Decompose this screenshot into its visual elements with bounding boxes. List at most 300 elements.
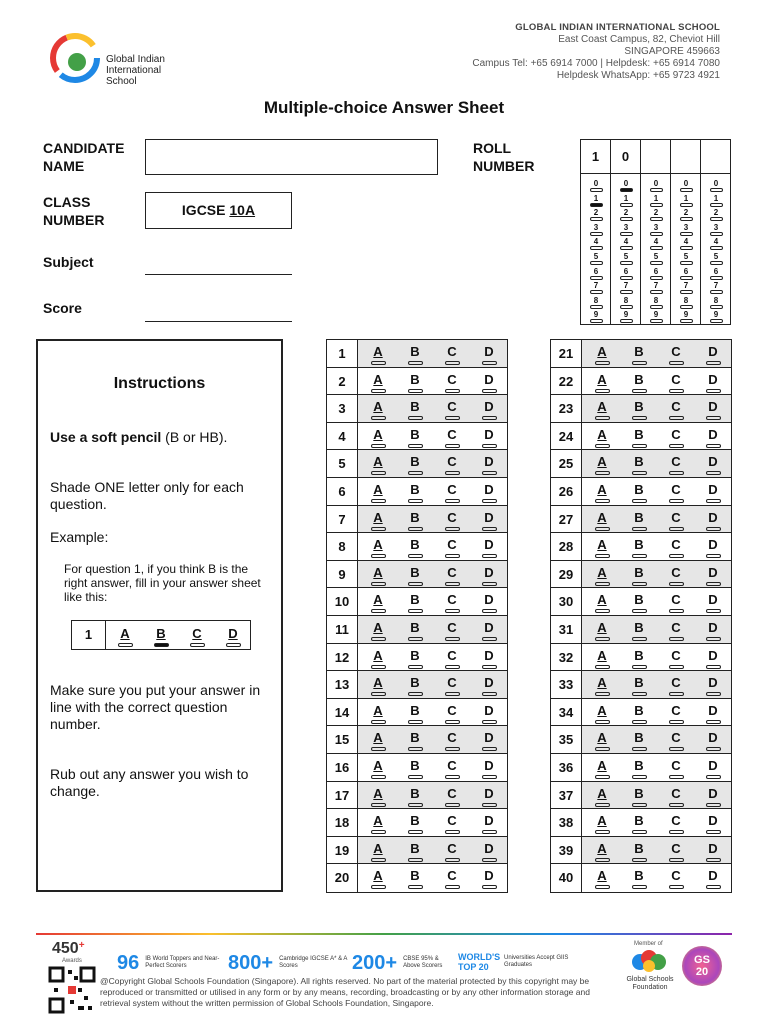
roll-bubble-0[interactable]	[611, 179, 641, 192]
roll-bubble-mark[interactable]	[650, 290, 663, 294]
roll-bubble-mark[interactable]	[620, 290, 633, 294]
answer-option-d[interactable]	[480, 841, 498, 862]
answer-option-c[interactable]	[667, 427, 685, 448]
answer-option-d[interactable]	[480, 648, 498, 669]
roll-bubble-mark[interactable]	[590, 232, 603, 236]
answer-option-b[interactable]	[406, 454, 424, 475]
answer-option-b[interactable]	[630, 482, 648, 503]
roll-bubble-mark[interactable]	[620, 276, 633, 280]
answer-option-b[interactable]	[406, 703, 424, 724]
option-bubble[interactable]	[408, 858, 423, 862]
option-bubble[interactable]	[595, 499, 610, 503]
answer-option-b[interactable]	[630, 510, 648, 531]
roll-bubble-mark[interactable]	[590, 217, 603, 221]
option-bubble[interactable]	[371, 747, 386, 751]
option-bubble[interactable]	[595, 582, 610, 586]
option-bubble[interactable]	[706, 389, 721, 393]
option-bubble[interactable]	[408, 692, 423, 696]
answer-option-d[interactable]	[480, 344, 498, 365]
roll-bubble-1[interactable]	[611, 194, 641, 207]
option-bubble[interactable]	[632, 416, 647, 420]
option-bubble[interactable]	[595, 637, 610, 641]
answer-option-a[interactable]	[593, 372, 611, 393]
option-bubble[interactable]	[482, 720, 497, 724]
answer-option-a[interactable]	[593, 758, 611, 779]
answer-option-b[interactable]	[406, 675, 424, 696]
option-bubble[interactable]	[632, 637, 647, 641]
option-bubble[interactable]	[482, 361, 497, 365]
option-bubble[interactable]	[595, 389, 610, 393]
option-bubble[interactable]	[595, 609, 610, 613]
roll-bubble-8[interactable]	[701, 296, 731, 309]
answer-option-c[interactable]	[443, 648, 461, 669]
option-bubble[interactable]	[408, 444, 423, 448]
option-bubble[interactable]	[445, 361, 460, 365]
roll-digit-box[interactable]: 1	[581, 140, 610, 174]
answer-option-b[interactable]	[406, 537, 424, 558]
answer-option-d[interactable]	[704, 786, 722, 807]
option-bubble[interactable]	[669, 858, 684, 862]
option-bubble[interactable]	[632, 499, 647, 503]
answer-option-a[interactable]	[593, 648, 611, 669]
option-bubble[interactable]	[371, 361, 386, 365]
roll-bubble-mark[interactable]	[590, 188, 603, 192]
option-bubble[interactable]	[408, 830, 423, 834]
answer-option-a[interactable]	[369, 482, 387, 503]
roll-digit-box[interactable]	[641, 140, 670, 174]
answer-option-b[interactable]	[630, 841, 648, 862]
answer-option-d[interactable]	[704, 868, 722, 889]
roll-bubble-2[interactable]	[641, 208, 671, 221]
answer-option-b[interactable]	[406, 510, 424, 531]
answer-option-d[interactable]	[480, 510, 498, 531]
roll-bubble-mark[interactable]	[680, 305, 693, 309]
option-bubble[interactable]	[669, 885, 684, 889]
option-bubble[interactable]	[669, 582, 684, 586]
option-bubble[interactable]	[632, 471, 647, 475]
answer-option-c[interactable]	[443, 565, 461, 586]
answer-option-c[interactable]	[443, 786, 461, 807]
answer-option-d[interactable]	[480, 868, 498, 889]
answer-option-d[interactable]	[704, 537, 722, 558]
roll-bubble-mark[interactable]	[590, 261, 603, 265]
answer-option-a[interactable]	[593, 427, 611, 448]
answer-option-d[interactable]	[480, 620, 498, 641]
option-bubble[interactable]	[632, 527, 647, 531]
roll-bubble-3[interactable]	[701, 223, 731, 236]
option-bubble[interactable]	[706, 665, 721, 669]
answer-option-d[interactable]	[704, 427, 722, 448]
answer-option-c[interactable]	[667, 592, 685, 613]
option-bubble[interactable]	[595, 416, 610, 420]
option-bubble[interactable]	[706, 609, 721, 613]
answer-option-d[interactable]	[480, 454, 498, 475]
option-bubble[interactable]	[371, 720, 386, 724]
option-bubble[interactable]	[371, 554, 386, 558]
answer-option-c[interactable]	[443, 841, 461, 862]
answer-option-b[interactable]	[630, 565, 648, 586]
option-bubble[interactable]	[445, 637, 460, 641]
answer-option-d[interactable]	[480, 813, 498, 834]
candidate-name-field[interactable]	[145, 139, 438, 175]
roll-bubble-mark[interactable]	[590, 203, 603, 207]
roll-bubble-mark[interactable]	[680, 276, 693, 280]
option-bubble[interactable]	[408, 665, 423, 669]
answer-option-a[interactable]	[593, 537, 611, 558]
roll-bubble-8[interactable]	[641, 296, 671, 309]
answer-option-c[interactable]	[443, 537, 461, 558]
answer-option-a[interactable]	[593, 344, 611, 365]
option-bubble[interactable]	[595, 720, 610, 724]
option-bubble[interactable]	[595, 830, 610, 834]
answer-option-b[interactable]	[406, 344, 424, 365]
option-bubble[interactable]	[445, 858, 460, 862]
answer-option-d[interactable]	[480, 592, 498, 613]
roll-bubble-1[interactable]	[701, 194, 731, 207]
option-bubble[interactable]	[632, 747, 647, 751]
roll-digit-box[interactable]: 0	[611, 140, 640, 174]
roll-bubble-8[interactable]	[671, 296, 701, 309]
option-bubble[interactable]	[706, 720, 721, 724]
answer-option-b[interactable]	[630, 399, 648, 420]
answer-option-b[interactable]	[630, 620, 648, 641]
option-bubble[interactable]	[445, 554, 460, 558]
answer-option-c[interactable]	[443, 868, 461, 889]
answer-option-b[interactable]	[630, 344, 648, 365]
roll-bubble-1[interactable]	[581, 194, 611, 207]
roll-bubble-2[interactable]	[671, 208, 701, 221]
roll-bubble-mark[interactable]	[710, 188, 723, 192]
option-bubble[interactable]	[632, 361, 647, 365]
option-bubble[interactable]	[445, 582, 460, 586]
option-bubble[interactable]	[595, 692, 610, 696]
option-bubble[interactable]	[371, 389, 386, 393]
answer-option-d[interactable]	[704, 482, 722, 503]
roll-bubble-5[interactable]	[671, 252, 701, 265]
option-bubble[interactable]	[482, 885, 497, 889]
option-bubble[interactable]	[632, 609, 647, 613]
answer-option-d[interactable]	[480, 758, 498, 779]
roll-bubble-mark[interactable]	[650, 246, 663, 250]
option-bubble[interactable]	[371, 444, 386, 448]
answer-option-c[interactable]	[667, 399, 685, 420]
answer-option-c[interactable]	[443, 620, 461, 641]
answer-option-a[interactable]	[593, 620, 611, 641]
answer-option-a[interactable]	[369, 399, 387, 420]
answer-option-a[interactable]	[369, 648, 387, 669]
option-bubble[interactable]	[371, 858, 386, 862]
option-bubble[interactable]	[482, 858, 497, 862]
roll-bubble-4[interactable]	[671, 237, 701, 250]
answer-option-b[interactable]	[630, 868, 648, 889]
answer-option-b[interactable]	[406, 620, 424, 641]
roll-bubble-mark[interactable]	[680, 246, 693, 250]
option-bubble[interactable]	[371, 692, 386, 696]
answer-option-a[interactable]	[593, 786, 611, 807]
answer-option-c[interactable]	[443, 399, 461, 420]
option-bubble[interactable]	[408, 416, 423, 420]
option-bubble[interactable]	[445, 747, 460, 751]
roll-bubble-mark[interactable]	[620, 217, 633, 221]
answer-option-c[interactable]	[667, 675, 685, 696]
answer-option-a[interactable]	[369, 730, 387, 751]
roll-bubble-mark[interactable]	[710, 217, 723, 221]
answer-option-c[interactable]	[667, 537, 685, 558]
answer-option-a[interactable]	[369, 592, 387, 613]
answer-option-b[interactable]	[630, 372, 648, 393]
answer-option-a[interactable]	[369, 703, 387, 724]
option-bubble[interactable]	[669, 471, 684, 475]
roll-bubble-6[interactable]	[671, 267, 701, 280]
option-bubble[interactable]	[408, 361, 423, 365]
roll-bubble-mark[interactable]	[680, 217, 693, 221]
option-bubble[interactable]	[482, 830, 497, 834]
answer-option-d[interactable]	[704, 372, 722, 393]
answer-option-a[interactable]	[369, 620, 387, 641]
option-bubble[interactable]	[706, 830, 721, 834]
roll-bubble-6[interactable]	[701, 267, 731, 280]
option-bubble[interactable]	[371, 637, 386, 641]
roll-bubble-mark[interactable]	[680, 261, 693, 265]
option-bubble[interactable]	[595, 554, 610, 558]
option-bubble[interactable]	[445, 830, 460, 834]
option-bubble[interactable]	[482, 665, 497, 669]
option-bubble[interactable]	[632, 830, 647, 834]
score-field[interactable]	[145, 305, 292, 322]
answer-option-d[interactable]	[704, 454, 722, 475]
answer-option-d[interactable]	[480, 482, 498, 503]
option-bubble[interactable]	[669, 665, 684, 669]
option-bubble[interactable]	[482, 692, 497, 696]
option-bubble[interactable]	[408, 609, 423, 613]
option-bubble[interactable]	[706, 858, 721, 862]
answer-option-a[interactable]	[369, 344, 387, 365]
option-bubble[interactable]	[706, 554, 721, 558]
answer-option-d[interactable]	[704, 730, 722, 751]
option-bubble[interactable]	[706, 361, 721, 365]
answer-option-d[interactable]	[480, 703, 498, 724]
answer-option-c[interactable]	[443, 344, 461, 365]
option-bubble[interactable]	[706, 637, 721, 641]
answer-option-c[interactable]	[443, 372, 461, 393]
roll-bubble-0[interactable]	[701, 179, 731, 192]
answer-option-c[interactable]	[667, 841, 685, 862]
option-bubble[interactable]	[706, 885, 721, 889]
roll-bubble-mark[interactable]	[620, 188, 633, 192]
answer-option-d[interactable]	[704, 620, 722, 641]
option-bubble[interactable]	[445, 803, 460, 807]
answer-option-b[interactable]	[406, 648, 424, 669]
option-bubble[interactable]	[706, 775, 721, 779]
roll-bubble-6[interactable]	[611, 267, 641, 280]
answer-option-b[interactable]	[406, 868, 424, 889]
option-bubble[interactable]	[632, 720, 647, 724]
option-bubble[interactable]	[445, 499, 460, 503]
option-bubble[interactable]	[669, 830, 684, 834]
option-bubble[interactable]	[408, 775, 423, 779]
answer-option-b[interactable]	[406, 372, 424, 393]
option-bubble[interactable]	[595, 803, 610, 807]
option-bubble[interactable]	[595, 471, 610, 475]
roll-bubble-mark[interactable]	[680, 319, 693, 323]
option-bubble[interactable]	[706, 416, 721, 420]
answer-option-b[interactable]	[406, 565, 424, 586]
option-bubble[interactable]	[371, 609, 386, 613]
option-bubble[interactable]	[669, 361, 684, 365]
roll-bubble-1[interactable]	[641, 194, 671, 207]
option-bubble[interactable]	[669, 692, 684, 696]
answer-option-c[interactable]	[667, 510, 685, 531]
roll-bubble-mark[interactable]	[650, 188, 663, 192]
option-bubble[interactable]	[371, 775, 386, 779]
option-bubble[interactable]	[371, 499, 386, 503]
answer-option-d[interactable]	[480, 675, 498, 696]
answer-option-b[interactable]	[630, 675, 648, 696]
roll-bubble-0[interactable]	[641, 179, 671, 192]
answer-option-c[interactable]	[443, 675, 461, 696]
option-bubble[interactable]	[371, 416, 386, 420]
option-bubble[interactable]	[632, 554, 647, 558]
answer-option-c[interactable]	[443, 730, 461, 751]
option-bubble[interactable]	[595, 444, 610, 448]
answer-option-a[interactable]	[593, 813, 611, 834]
option-bubble[interactable]	[371, 830, 386, 834]
roll-bubble-mark[interactable]	[710, 232, 723, 236]
answer-option-d[interactable]	[480, 730, 498, 751]
roll-digit-box[interactable]	[701, 140, 731, 174]
answer-option-a[interactable]	[369, 510, 387, 531]
answer-option-a[interactable]	[593, 399, 611, 420]
roll-bubble-mark[interactable]	[590, 246, 603, 250]
option-bubble[interactable]	[482, 803, 497, 807]
option-bubble[interactable]	[669, 720, 684, 724]
option-bubble[interactable]	[595, 858, 610, 862]
option-bubble[interactable]	[706, 692, 721, 696]
option-bubble[interactable]	[371, 527, 386, 531]
answer-option-a[interactable]	[369, 786, 387, 807]
option-bubble[interactable]	[408, 554, 423, 558]
option-bubble[interactable]	[445, 885, 460, 889]
option-bubble[interactable]	[632, 444, 647, 448]
roll-bubble-3[interactable]	[611, 223, 641, 236]
answer-option-c[interactable]	[667, 482, 685, 503]
roll-bubble-mark[interactable]	[650, 203, 663, 207]
answer-option-d[interactable]	[480, 427, 498, 448]
answer-option-c[interactable]	[443, 510, 461, 531]
roll-bubble-7[interactable]	[581, 281, 611, 294]
answer-option-c[interactable]	[443, 427, 461, 448]
answer-option-d[interactable]	[704, 648, 722, 669]
answer-option-b[interactable]	[630, 454, 648, 475]
roll-bubble-4[interactable]	[641, 237, 671, 250]
option-bubble[interactable]	[482, 554, 497, 558]
roll-digit-box[interactable]	[671, 140, 700, 174]
roll-bubble-mark[interactable]	[650, 217, 663, 221]
answer-option-a[interactable]	[369, 758, 387, 779]
roll-bubble-1[interactable]	[671, 194, 701, 207]
answer-option-b[interactable]	[630, 427, 648, 448]
roll-bubble-mark[interactable]	[590, 319, 603, 323]
roll-bubble-mark[interactable]	[710, 203, 723, 207]
option-bubble[interactable]	[408, 527, 423, 531]
option-bubble[interactable]	[482, 747, 497, 751]
answer-option-b[interactable]	[406, 592, 424, 613]
option-bubble[interactable]	[482, 527, 497, 531]
answer-option-a[interactable]	[593, 510, 611, 531]
option-bubble[interactable]	[669, 416, 684, 420]
option-bubble[interactable]	[445, 609, 460, 613]
answer-option-a[interactable]	[593, 675, 611, 696]
answer-option-c[interactable]	[667, 786, 685, 807]
answer-option-d[interactable]	[480, 537, 498, 558]
roll-bubble-2[interactable]	[581, 208, 611, 221]
option-bubble[interactable]	[669, 444, 684, 448]
option-bubble[interactable]	[706, 499, 721, 503]
answer-option-b[interactable]	[406, 786, 424, 807]
answer-option-b[interactable]	[630, 758, 648, 779]
option-bubble[interactable]	[482, 444, 497, 448]
answer-option-c[interactable]	[667, 730, 685, 751]
roll-bubble-mark[interactable]	[680, 232, 693, 236]
roll-bubble-9[interactable]	[611, 310, 641, 323]
roll-bubble-mark[interactable]	[650, 232, 663, 236]
answer-option-a[interactable]	[369, 841, 387, 862]
roll-bubble-mark[interactable]	[710, 319, 723, 323]
answer-option-b[interactable]	[630, 648, 648, 669]
roll-bubble-mark[interactable]	[620, 305, 633, 309]
answer-option-c[interactable]	[667, 758, 685, 779]
answer-option-b[interactable]	[406, 482, 424, 503]
option-bubble[interactable]	[706, 803, 721, 807]
answer-option-c[interactable]	[667, 703, 685, 724]
roll-bubble-mark[interactable]	[650, 261, 663, 265]
option-bubble[interactable]	[669, 637, 684, 641]
option-bubble[interactable]	[482, 499, 497, 503]
roll-bubble-4[interactable]	[611, 237, 641, 250]
option-bubble[interactable]	[371, 471, 386, 475]
answer-option-c[interactable]	[667, 813, 685, 834]
option-bubble[interactable]	[669, 527, 684, 531]
roll-bubble-4[interactable]	[581, 237, 611, 250]
answer-option-b[interactable]	[630, 813, 648, 834]
option-bubble[interactable]	[632, 582, 647, 586]
roll-bubble-3[interactable]	[671, 223, 701, 236]
roll-bubble-0[interactable]	[671, 179, 701, 192]
answer-option-a[interactable]	[369, 537, 387, 558]
answer-option-d[interactable]	[704, 841, 722, 862]
answer-option-b[interactable]	[406, 730, 424, 751]
option-bubble[interactable]	[669, 554, 684, 558]
option-bubble[interactable]	[706, 582, 721, 586]
answer-option-a[interactable]	[369, 454, 387, 475]
answer-option-c[interactable]	[667, 648, 685, 669]
option-bubble[interactable]	[482, 416, 497, 420]
answer-option-b[interactable]	[406, 841, 424, 862]
answer-option-b[interactable]	[630, 786, 648, 807]
option-bubble[interactable]	[445, 665, 460, 669]
roll-bubble-9[interactable]	[701, 310, 731, 323]
roll-bubble-mark[interactable]	[650, 319, 663, 323]
option-bubble[interactable]	[706, 471, 721, 475]
roll-bubble-mark[interactable]	[620, 319, 633, 323]
option-bubble[interactable]	[632, 885, 647, 889]
option-bubble[interactable]	[408, 885, 423, 889]
roll-bubble-mark[interactable]	[620, 246, 633, 250]
option-bubble[interactable]	[408, 499, 423, 503]
roll-bubble-mark[interactable]	[650, 305, 663, 309]
roll-bubble-mark[interactable]	[710, 276, 723, 280]
answer-option-b[interactable]	[630, 730, 648, 751]
